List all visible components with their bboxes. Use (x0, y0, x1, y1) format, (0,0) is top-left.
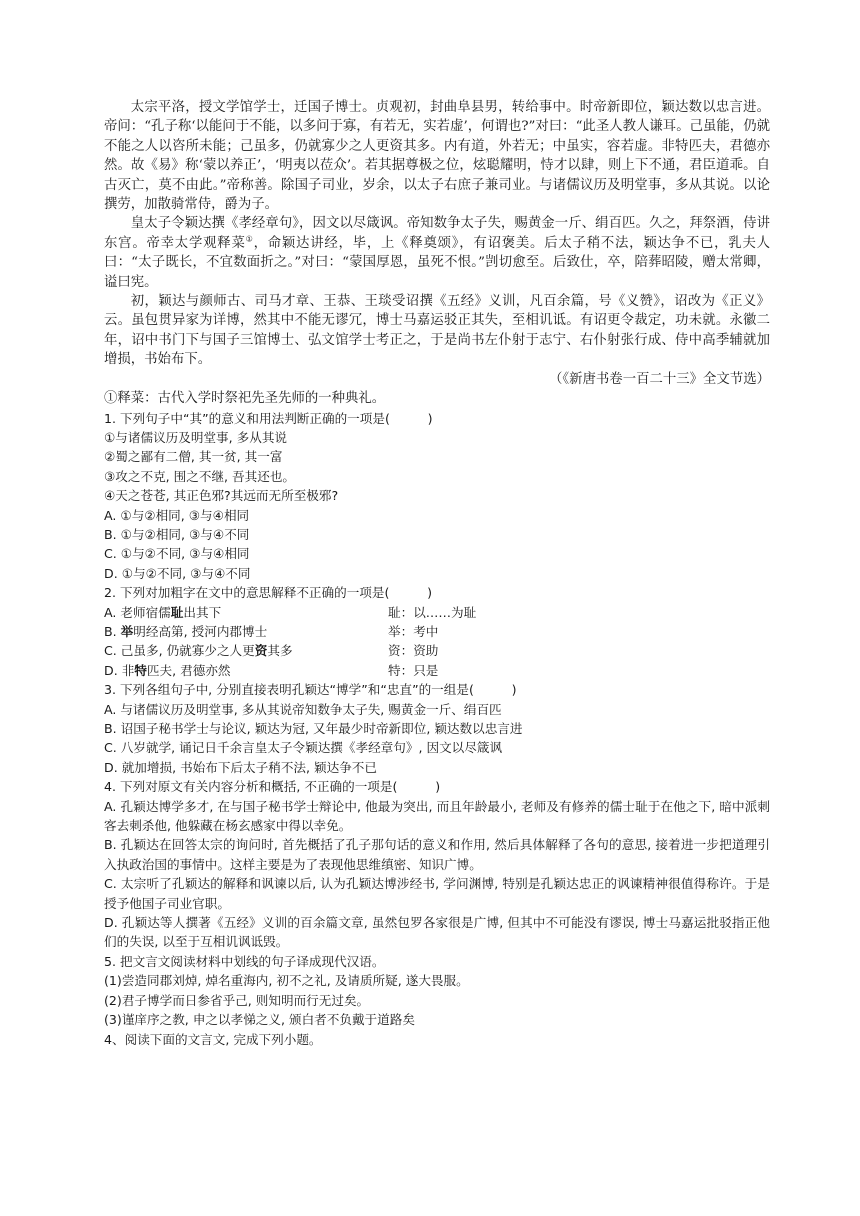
q3-option-b: B. 诏国子秘书学士与论议, 颖达为冠, 又年最少时帝新即位, 颖达数以忠言进 (104, 721, 523, 736)
q5-item: (2)君子博学而日参省乎己, 则知明而行无过矣。 (104, 992, 370, 1008)
question-4-stem: 4. 下列对原文有关内容分析和概括, 不正确的一项是( ) (104, 779, 441, 795)
bold-word: 特 (134, 662, 147, 678)
next-section-heading: 4、阅读下面的文言文, 完成下列小题。 (104, 1031, 322, 1047)
q1-option-b: B. ①与②相同, ③与④不同 (104, 526, 250, 542)
bold-word: 举 (120, 623, 134, 639)
q2-gloss: 资：资助 (388, 643, 439, 659)
question-1-stem: 1. 下列句子中“其”的意义和用法判断正确的一项是( ) (104, 410, 433, 426)
q3-option-c: C. 八岁就学, 诵记日千余言皇太子令颖达撰《孝经章句》, 因文以尽箴讽 (104, 740, 503, 756)
q2-option-b: B. 举明经高第, 授河内郡博士 举：考中 (104, 622, 770, 641)
question-3-stem: 3. 下列各组句子中, 分别直接表明孔颖达“博学”和“忠直”的一组是( ) (104, 682, 517, 698)
q3-option-a: A. 与诸儒议历及明堂事, 多从其说帝知数争太子失, 赐黄金一斤、绢百匹 (104, 701, 502, 717)
q1-option-c: C. ①与②不同, ③与④相同 (104, 546, 250, 562)
document-page (104, 98, 770, 1049)
question-5-stem: 5. 把文言文阅读材料中划线的句子译成现代汉语。 (104, 953, 385, 969)
q5-item: (1)尝造同郡刘焯, 焯名重海内, 初不之礼, 及请质所疑, 遂大畏服。 (104, 973, 469, 989)
q2-option-c: C. 己虽多, 仍就寡少之人更资其多 资：资助 (104, 641, 770, 660)
q4-option-a: A. 孔颖达博学多才, 在与国子秘书学士辩论中, 他最为突出, 而且年龄最小, 老师及有修养的儒士耻于在他之下, 暗中派刺客去刺杀他, 他躲藏在杨玄感家中得以幸免。 (104, 798, 770, 834)
q1-item: ②蜀之鄙有二僧, 其一贫, 其一富 (104, 449, 283, 465)
footnote: ①释菜：古代入学时祭祀先圣先师的一种典礼。 (104, 391, 386, 407)
q1-option-d: D. ①与②不同, ③与④不同 (104, 565, 251, 581)
q2-gloss: 特：只是 (388, 662, 439, 678)
q5-item: (3)谨庠序之教, 申之以孝悌之义, 颁白者不负戴于道路矣 (104, 1012, 415, 1028)
q3-option-d: D. 就加增损, 书始布下后太子稍不法, 颖达争不已 (104, 759, 377, 775)
q2-option-a: A. 老师宿儒耻出其下 耻：以……为耻 (104, 603, 770, 622)
q1-item: ④天之苍苍, 其正色邪?其远而无所至极邪? (104, 488, 339, 504)
q2-gloss: 举：考中 (388, 623, 439, 639)
q2-option-d: D. 非特匹夫, 君德亦然 特：只是 (104, 661, 770, 680)
source-citation: （《新唐书卷一百二十三》全文节选） (549, 371, 770, 387)
bold-word: 资 (254, 643, 268, 659)
footnote-marker: ① (245, 234, 254, 244)
passage-paragraph-3: 初，颖达与颜师古、司马才章、王恭、王琰受诏撰《五经》义训，凡百余篇，号《义赞》，诏改为《正义》云。虽包贯异家为详博，然其中不能无谬冗，博士马嘉运驳正其失，至相讥诋。有诏更令裁定，功未就。永徽二年，诏中书门下与国子三馆博士、弘文馆学士考正之，于是尚书左仆射于志宁、右仆射张行成、侍中高季辅就加增损，书始布下。 (104, 294, 770, 368)
bold-word: 耻 (170, 604, 184, 620)
question-2-stem: 2. 下列对加粗字在文中的意思解释不正确的一项是( ) (104, 585, 433, 601)
passage-paragraph-1: 太宗平洛，授文学馆学士，迁国子博士。贞观初，封曲阜县男，转给事中。时帝新即位，颖达数以忠言进。帝问：“孔子称‘以能问于不能，以多问于寡，有若无，实若虚’，何谓也?”对曰：“此圣人教人谦耳。己虽能，仍就不能之人以咨所未能；己虽多，仍就寡少之人更资其多。内有道，外若无；中虽实，容若虚。非特匹夫，君德亦然。故《易》称‘蒙以养正’，‘明夷以莅众’。若其据尊极之位，炫聪耀明，恃才以肆，则上下不通，君臣道乖。自古灭亡，莫不由此。”帝称善。除国子司业，岁余，以太子右庶子兼司业。与诸儒议历及明堂事，多从其说。以论撰劳，加散骑常侍，爵为子。 (104, 100, 770, 213)
passage-paragraph-2: 皇太子令颖达撰《孝经章句》，因文以尽箴讽。帝知数争太子失，赐黄金一斤、绢百匹。久之，拜祭酒，侍讲东宫。帝幸太学观释菜①，命颖达讲经，毕，上《释奠颂》，有诏褒美。后太子稍不法，颖达争不已，乳夫人曰：“太子既长，不宜数面折之。”对曰：“蒙国厚恩，虽死不恨。”剀切愈至。后致仕，卒，陪葬昭陵，赠太常卿，谥曰宪。 (104, 216, 771, 290)
q1-item: ③攻之不克, 围之不继, 吾其还也。 (104, 468, 296, 484)
q4-option-d: D. 孔颖达等人撰著《五经》义训的百余篇文章, 虽然包罗各家很是广博, 但其中不可能没有谬误, 博士马嘉运批驳指正他们的失误, 以至于互相讥讽诋毁。 (104, 915, 770, 950)
q4-option-c: C. 太宗听了孔颖达的解释和讽谏以后, 认为孔颖达博涉经书, 学问渊博, 特别是孔颖达忠正的讽谏精神很值得称许。于是授予他国子司业官职。 (104, 876, 770, 911)
q4-option-b: B. 孔颖达在回答太宗的询问时, 首先概括了孔子那句话的意义和作用, 然后具体解释了各句的意思, 接着进一步把道理引入执政治国的事情中。这样主要是为了表现他思维缜密、知识广博。 (104, 837, 770, 872)
q1-option-a: A. ①与②相同, ③与④相同 (104, 507, 250, 523)
q2-gloss: 耻：以……为耻 (388, 604, 477, 620)
q1-item: ①与诸儒议历及明堂事, 多从其说 (104, 429, 288, 445)
